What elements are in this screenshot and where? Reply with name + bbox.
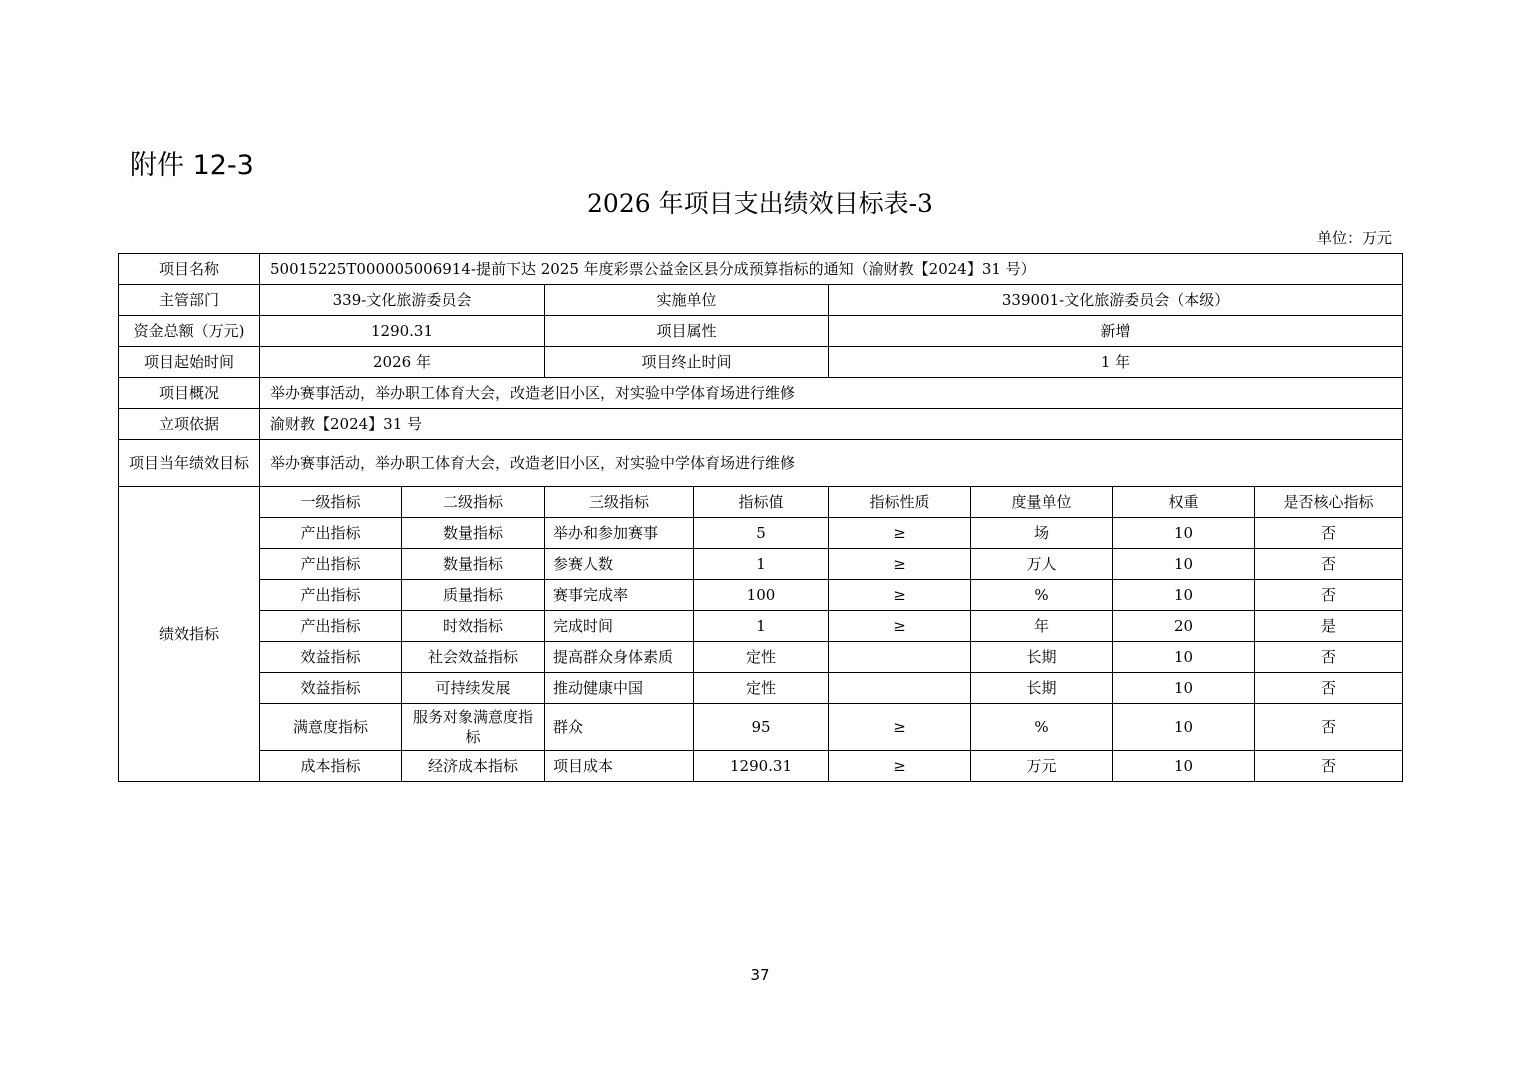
nature-cell <box>829 642 971 673</box>
level2-cell: 服务对象满意度指标 <box>402 704 545 751</box>
basis-label: 立项依据 <box>119 409 260 440</box>
page-number: 37 <box>750 966 770 984</box>
perf-row <box>119 673 1403 704</box>
level1-cell: 产出指标 <box>260 611 402 642</box>
core-cell: 否 <box>1255 580 1403 611</box>
dept-value: 339-文化旅游委员会 <box>260 285 545 316</box>
core-cell: 否 <box>1255 704 1403 751</box>
level3-cell: 项目成本 <box>545 751 694 782</box>
value-cell: 5 <box>694 518 829 549</box>
value-cell: 1 <box>694 549 829 580</box>
weight-cell: 20 <box>1113 611 1255 642</box>
header-cell: 三级指标 <box>545 487 694 518</box>
level2-cell: 数量指标 <box>402 549 545 580</box>
goal-value: 举办赛事活动，举办职工体育大会，改造老旧小区，对实验中学体育场进行维修 <box>260 440 1403 487</box>
unit-cell: % <box>971 580 1113 611</box>
perf-row <box>119 580 1403 611</box>
table-row <box>119 440 1403 487</box>
nature-cell: ≥ <box>829 611 971 642</box>
unit-cell: 万元 <box>971 751 1113 782</box>
attr-value: 新增 <box>829 316 1403 347</box>
table-row <box>119 347 1403 378</box>
weight-cell: 10 <box>1113 518 1255 549</box>
level2-cell: 可持续发展 <box>402 673 545 704</box>
unit-label: 单位：万元 <box>1316 229 1392 247</box>
header-cell: 二级指标 <box>402 487 545 518</box>
fund-value: 1290.31 <box>260 316 545 347</box>
start-value: 2026 年 <box>260 347 545 378</box>
level1-cell: 产出指标 <box>260 518 402 549</box>
core-cell: 否 <box>1255 549 1403 580</box>
level2-cell: 数量指标 <box>402 518 545 549</box>
header-cell: 指标值 <box>694 487 829 518</box>
level2-cell: 经济成本指标 <box>402 751 545 782</box>
level1-cell: 成本指标 <box>260 751 402 782</box>
weight-cell: 10 <box>1113 549 1255 580</box>
end-value: 1 年 <box>829 347 1403 378</box>
nature-cell: ≥ <box>829 518 971 549</box>
table-row <box>119 409 1403 440</box>
value-cell: 95 <box>694 704 829 751</box>
impl-value: 339001-文化旅游委员会（本级） <box>829 285 1403 316</box>
table-row <box>119 378 1403 409</box>
perf-row <box>119 611 1403 642</box>
impl-label: 实施单位 <box>545 285 829 316</box>
nature-cell: ≥ <box>829 704 971 751</box>
perf-header-row <box>119 487 1403 518</box>
start-label: 项目起始时间 <box>119 347 260 378</box>
level3-cell: 提高群众身体素质 <box>545 642 694 673</box>
value-cell: 1290.31 <box>694 751 829 782</box>
overview-label: 项目概况 <box>119 378 260 409</box>
overview-value: 举办赛事活动，举办职工体育大会，改造老旧小区，对实验中学体育场进行维修 <box>260 378 1403 409</box>
weight-cell: 10 <box>1113 673 1255 704</box>
value-cell: 1 <box>694 611 829 642</box>
dept-label: 主管部门 <box>119 285 260 316</box>
goal-label: 项目当年绩效目标 <box>119 440 260 487</box>
level2-cell: 质量指标 <box>402 580 545 611</box>
nature-cell: ≥ <box>829 549 971 580</box>
level1-cell: 产出指标 <box>260 549 402 580</box>
page-title: 2026 年项目支出绩效目标表-3 <box>587 189 933 218</box>
weight-cell: 10 <box>1113 580 1255 611</box>
perf-row <box>119 704 1403 751</box>
weight-cell: 10 <box>1113 642 1255 673</box>
unit-cell: 长期 <box>971 642 1113 673</box>
perf-row <box>119 518 1403 549</box>
perf-row <box>119 751 1403 782</box>
header-cell: 度量单位 <box>971 487 1113 518</box>
nature-cell: ≥ <box>829 751 971 782</box>
core-cell: 否 <box>1255 642 1403 673</box>
value-cell: 定性 <box>694 673 829 704</box>
value-cell: 定性 <box>694 642 829 673</box>
value-cell: 100 <box>694 580 829 611</box>
table-row <box>119 285 1403 316</box>
level3-cell: 群众 <box>545 704 694 751</box>
project-name-value: 50015225T000005006914-提前下达 2025 年度彩票公益金区县分成预算指标的通知（渝财教【2024】31 号） <box>260 254 1403 285</box>
attr-label: 项目属性 <box>545 316 829 347</box>
unit-cell: 年 <box>971 611 1113 642</box>
nature-cell: ≥ <box>829 580 971 611</box>
level1-cell: 满意度指标 <box>260 704 402 751</box>
level1-cell: 效益指标 <box>260 642 402 673</box>
weight-cell: 10 <box>1113 751 1255 782</box>
basis-value: 渝财教【2024】31 号 <box>260 409 1403 440</box>
perf-label: 绩效指标 <box>119 487 260 782</box>
unit-cell: 长期 <box>971 673 1113 704</box>
header-cell: 指标性质 <box>829 487 971 518</box>
level3-cell: 举办和参加赛事 <box>545 518 694 549</box>
core-cell: 否 <box>1255 751 1403 782</box>
attachment-label: 附件 12-3 <box>130 150 254 181</box>
level1-cell: 效益指标 <box>260 673 402 704</box>
core-cell: 是 <box>1255 611 1403 642</box>
fund-label: 资金总额（万元) <box>119 316 260 347</box>
header-cell: 权重 <box>1113 487 1255 518</box>
unit-cell: % <box>971 704 1113 751</box>
level3-cell: 参赛人数 <box>545 549 694 580</box>
perf-row <box>119 642 1403 673</box>
level2-cell: 时效指标 <box>402 611 545 642</box>
weight-cell: 10 <box>1113 704 1255 751</box>
core-cell: 否 <box>1255 518 1403 549</box>
level3-cell: 推动健康中国 <box>545 673 694 704</box>
level3-cell: 完成时间 <box>545 611 694 642</box>
header-cell: 是否核心指标 <box>1255 487 1403 518</box>
unit-cell: 场 <box>971 518 1113 549</box>
project-name-label: 项目名称 <box>119 254 260 285</box>
perf-row <box>119 549 1403 580</box>
table-row <box>119 254 1403 285</box>
unit-cell: 万人 <box>971 549 1113 580</box>
core-cell: 否 <box>1255 673 1403 704</box>
table-row <box>119 316 1403 347</box>
performance-target-table <box>118 253 1403 782</box>
level1-cell: 产出指标 <box>260 580 402 611</box>
end-label: 项目终止时间 <box>545 347 829 378</box>
level2-cell: 社会效益指标 <box>402 642 545 673</box>
level3-cell: 赛事完成率 <box>545 580 694 611</box>
header-cell: 一级指标 <box>260 487 402 518</box>
nature-cell <box>829 673 971 704</box>
